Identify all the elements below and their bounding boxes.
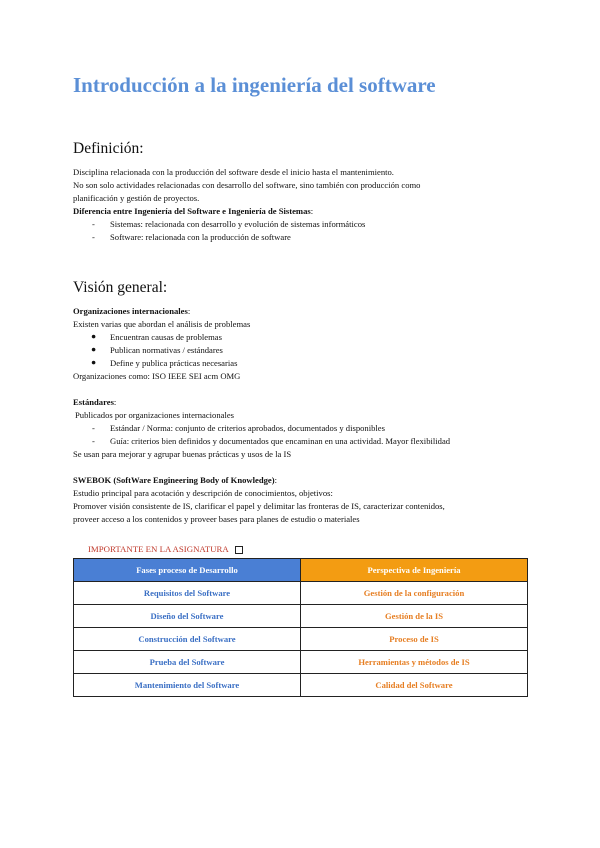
important-note: [88, 544, 243, 554]
definicion-paragraph-1: Disciplina relacionada con la producción del software desde el inicio hasta el mantenimiento.: [73, 167, 394, 177]
table-cell-fase: Diseño del Software: [74, 605, 301, 628]
estandares-use: Se usan para mejorar y agrupar buenas prácticas y usos de la IS: [73, 449, 292, 459]
dash-bullet: -: [92, 219, 95, 229]
organizaciones-label: Organizaciones internacionales: [73, 306, 188, 316]
table-row: [74, 605, 528, 628]
table-row: [74, 628, 528, 651]
table-row: [74, 582, 528, 605]
estandares-label: Estándares: [73, 397, 114, 407]
table-header-row: [74, 559, 528, 582]
swebok-line: [73, 474, 277, 487]
table-row: [74, 651, 528, 674]
phases-table: [73, 558, 528, 697]
organizaciones-line: [73, 305, 190, 318]
organizaciones-bullet-1: Encuentran causas de problemas: [110, 332, 222, 342]
table-header-perspectiva: Perspectiva de Ingeniería: [301, 559, 528, 582]
organizaciones-text: Existen varias que abordan el análisis de problemas: [73, 319, 251, 329]
table-cell-fase: Construcción del Software: [74, 628, 301, 651]
estandares-line: [73, 396, 116, 409]
definicion-heading: Definición:: [73, 140, 144, 157]
table-header-fases: Fases proceso de Desarrollo: [74, 559, 301, 582]
table-cell-perspectiva: Gestión de la configuración: [301, 582, 528, 605]
dash-bullet: -: [92, 423, 95, 433]
table-cell-perspectiva: Calidad del Software: [301, 674, 528, 697]
swebok-paragraph-1: Estudio principal para acotación y descripción de conocimientos, objetivos:: [73, 488, 333, 498]
table-cell-fase: Mantenimiento del Software: [74, 674, 301, 697]
vision-heading: Visión general:: [73, 279, 168, 296]
table-cell-fase: Requisitos del Software: [74, 582, 301, 605]
estandares-colon: :: [113, 397, 117, 407]
dot-bullet: ●: [91, 344, 97, 354]
table-row: [74, 674, 528, 697]
dot-bullet: ●: [91, 331, 97, 341]
document-title: Introducción a la ingeniería del software: [73, 73, 436, 97]
swebok-label: SWEBOK (SoftWare Engineering Body of Knowledge): [73, 475, 275, 485]
estandares-bullet-2: Guía: criterios bien definidos y documentados que encaminan en una actividad. Mayor flexibilidad: [110, 436, 451, 446]
diferencia-line: [73, 205, 313, 218]
table-cell-fase: Prueba del Software: [74, 651, 301, 674]
diferencia-bullet-1: Sistemas: relacionada con desarrollo y evolución de sistemas informáticos: [110, 219, 366, 229]
important-label: IMPORTANTE EN LA ASIGNATURA: [88, 544, 229, 554]
organizaciones-list: Organizaciones como: ISO IEEE SEI acm OMG: [73, 371, 241, 381]
table-cell-perspectiva: Herramientas y métodos de IS: [301, 651, 528, 674]
checkbox-icon: [235, 546, 243, 554]
definicion-paragraph-2b: planificación y gestión de proyectos.: [73, 193, 200, 203]
organizaciones-bullet-3: Define y publica prácticas necesarias: [110, 358, 238, 368]
swebok-paragraph-3: proveer acceso a los contenidos y proveer bases para planes de estudio o materiales: [73, 514, 360, 524]
diferencia-colon: :: [310, 206, 314, 216]
swebok-paragraph-2: Promover visión consistente de IS, clarificar el papel y delimitar las fronteras de IS, caracterizar contenidos,: [73, 501, 445, 511]
estandares-text: Publicados por organizaciones internacionales: [75, 410, 235, 420]
organizaciones-colon: :: [187, 306, 191, 316]
dash-bullet: -: [92, 232, 95, 242]
definicion-paragraph-2a: No son solo actividades relacionadas con desarrollo del software, sino también con producción como: [73, 180, 421, 190]
table-cell-perspectiva: Proceso de IS: [301, 628, 528, 651]
table-cell-perspectiva: Gestión de la IS: [301, 605, 528, 628]
estandares-bullet-1: Estándar / Norma: conjunto de criterios aprobados, documentados y disponibles: [110, 423, 385, 433]
diferencia-label: Diferencia entre Ingeniería del Software e Ingeniería de Sistemas: [73, 206, 311, 216]
dash-bullet: -: [92, 436, 95, 446]
dot-bullet: ●: [91, 357, 97, 367]
diferencia-bullet-2: Software: relacionada con la producción de software: [110, 232, 291, 242]
organizaciones-bullet-2: Publican normativas / estándares: [110, 345, 223, 355]
swebok-colon: :: [274, 475, 277, 485]
